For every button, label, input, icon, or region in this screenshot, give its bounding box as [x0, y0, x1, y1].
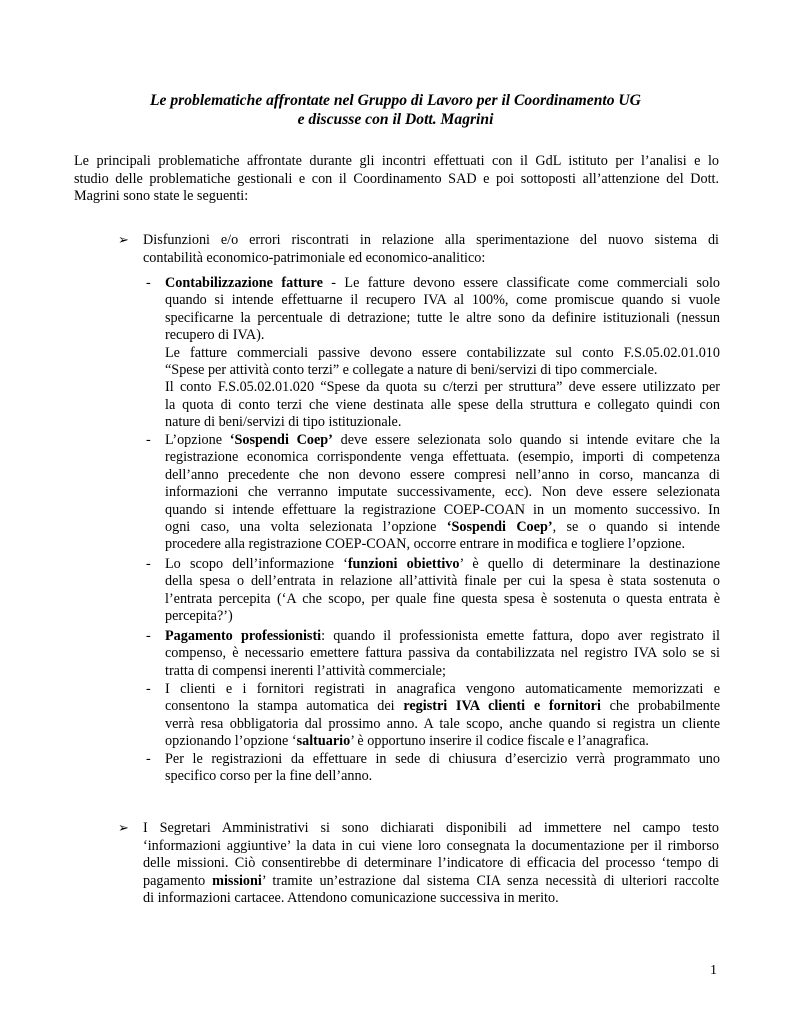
intro-line: Magrini sono state le seguenti:: [74, 188, 249, 205]
sub-item-text: Lo scopo dell’informazione ‘funzioni obiettivo’ è quello di determinare la destinazione della spesa o dell’entrata in relazione all’attività finale per cui la spesa è stata sostenuta o l’entrata percepita (‘A che scopo, per quale fine questa spesa è sostenuta o questa entrata è percepita?’): [165, 556, 721, 625]
dash-bullet-icon: -: [146, 681, 151, 697]
intro-line: studio delle problematiche gestionali e con il Coordinamento SAD e poi sottoposti all’attenzione del Dott.: [74, 170, 719, 187]
sub-item-text: I clienti e i fornitori registrati in anagrafica vengono automaticamente memorizzati e consentono la stampa automatica dei registri IVA clienti e fornitori che probabilmente verrà resa obbligatoria dal prossimo anno. A tale scopo, anche quando si registra un cliente opzionando l’opzione ‘saltuario’ è opportuno inserire il codice fiscale e l’anagrafica.: [165, 681, 721, 750]
sub-item-text: L’opzione ‘Sospendi Coep’ deve essere selezionata solo quando si intende evitare che la registrazione economica corrispondente venga effettuata. (esempio, importi di competenza dell’anno precedente che non devono essere compresi nell’anno in corso, mancanza di informazioni che verranno imputate successivamente, ecc). Non deve essere selezionata quando si intende effettuare la registrazione COEP-COAN in un momento successivo. In ogni caso, una volta selezionata l’opzione ‘Sospendi Coep’, se o quando si intende procedere alla registrazione COEP-COAN, occorre entrare in modifica e togliere l’opzione.: [165, 432, 720, 553]
intro-paragraph: [74, 153, 719, 206]
sub-item-text: Contabilizzazione fatture - Le fatture devono essere classificate come commerciali solo quando si intende effettuarne il recupero IVA al 100%, come promiscue quando si vuole specificarne la percentuale di detrazione; tutte le altre sono da definire istituzionali (nessun recupero di IVA). Le fatture commerciali passive devono essere contabilizzate sul conto F.S.05.02.01.010 “Spese per attività conto terzi” e collegate a nature di beni/servizi di tipo commerciale. Il conto F.S.05.02.01.020 “Spese da quota su c/terzi per struttura” deve essere utilizzato per la quota di conto terzi che viene destinata alle spese della struttura e collegato quindi con nature di beni/servizi di tipo istituzionale.: [165, 275, 721, 431]
arrow-bullet-icon: ➢: [118, 821, 129, 836]
sub-item-text: Pagamento professionisti: quando il professionista emette fattura, dopo aver registrato il compenso, è necessario emettere fattura passiva da contabilizzata nel registro IVA solo se si tratta di compensi inerenti l’attività commerciale;: [165, 628, 720, 679]
page-title: [0, 91, 791, 129]
bullet-text: Disfunzioni e/o errori riscontrati in relazione alla sperimentazione del nuovo sistema di contabilità economico-patrimoniale ed economico-analitico:: [143, 232, 719, 266]
title-line-1: Le problematiche affrontate nel Gruppo di Lavoro per il Coordinamento UG: [150, 92, 641, 109]
dash-bullet-icon: -: [146, 556, 151, 572]
sub-item-text: Per le registrazioni da effettuare in sede di chiusura d’esercizio verrà programmato uno specifico corso per la fine dell’anno.: [165, 751, 720, 785]
arrow-bullet-icon: ➢: [118, 233, 129, 248]
dash-bullet-icon: -: [146, 275, 151, 291]
page-number: 1: [710, 963, 717, 978]
dash-bullet-icon: -: [146, 751, 151, 767]
intro-line: Le principali problematiche affrontate durante gli incontri effettuati con il GdL istituto per l’analisi e lo: [74, 153, 719, 169]
bullet-text: I Segretari Amministrativi si sono dichiarati disponibili ad immettere nel campo testo ‘informazioni aggiuntive’ la data in cui viene loro consegnata la documentazione per il rimborso delle missioni. Ciò consentirebbe di determinare l’indicatore di efficacia del processo ‘tempo di pagamento missioni’ tramite un’estrazione dal sistema CIA senza necessità di ulteriori raccolte di informazioni cartacee. Attendono comunicazione successiva in merito.: [143, 820, 719, 907]
dash-bullet-icon: -: [146, 628, 151, 644]
title-line-2: e discusse con il Dott. Magrini: [297, 111, 494, 128]
dash-bullet-icon: -: [146, 432, 151, 448]
